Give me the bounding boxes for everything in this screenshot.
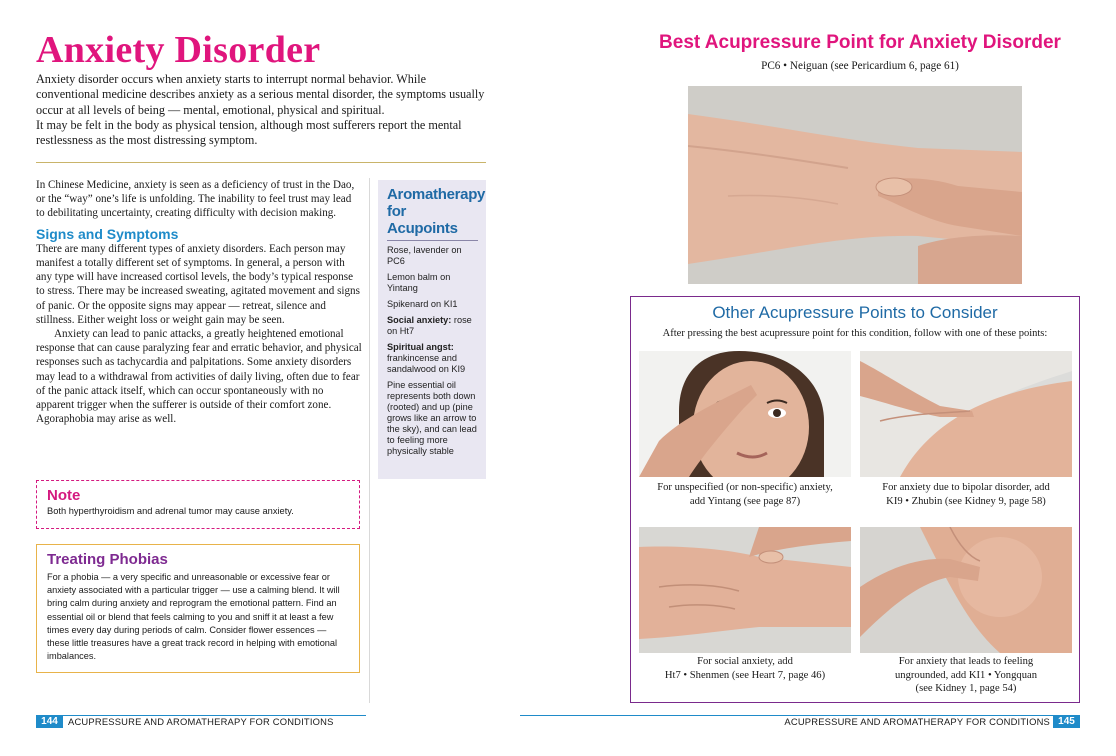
aromatherapy-item: Spikenard on KI1 xyxy=(387,299,458,309)
other-points-subheading: After pressing the best acupressure point for this condition, follow with one of these points: xyxy=(662,328,1048,339)
wrist-photo xyxy=(688,86,1022,284)
main-column xyxy=(36,178,362,426)
aromatherapy-item: Rose, lavender on PC6 xyxy=(387,245,462,266)
point-caption: For anxiety due to bipolar disorder, add KI9 • Zhubin (see Kidney 9, page 58) xyxy=(882,482,1050,507)
point-caption: For social anxiety, add Ht7 • Shenmen (see Heart 7, page 46) xyxy=(664,656,826,681)
foot-illustration xyxy=(860,527,1072,653)
note-box xyxy=(36,480,360,529)
palm-illustration xyxy=(639,527,851,653)
face-illustration xyxy=(639,351,851,477)
aromatherapy-heading-line: Aromatherapy xyxy=(387,186,486,203)
body-paragraph: Anxiety can lead to panic attacks, a greatly heightened emotional response that can cause paralyzing fear and erratic behavior, and physical responses such as tachycardia and palpitations. Some anxiety disorders may lead to a withdrawal from activities of daily living, often due to fear of the panic attack itself, which can occur spontaneously with no apparent trigger when the sufferer is outside of their comfort zone. Agoraphobia may arise as well. xyxy=(36,328,362,426)
phobias-box xyxy=(36,544,360,673)
aromatherapy-divider xyxy=(387,240,478,241)
aromatherapy-item: Lemon balm on Yintang xyxy=(387,272,451,293)
wrist-illustration xyxy=(688,86,1022,284)
running-head: ACUPRESSURE AND AROMATHERAPY FOR CONDITIONS xyxy=(784,716,1050,727)
best-point-heading: Best Acupressure Point for Anxiety Disorder xyxy=(659,32,1061,53)
section-divider xyxy=(36,162,486,163)
phobias-text: For a phobia — a very specific and unreasonable or excessive fear or anxiety associated with a particular trigger — use a calming blend. It will bring calm during anxiety and reprogram the emotional pattern. Find an essential oil or blend that feels calming to you and sniff it at least a few times every day during periods of calm. Consider flower essences — these little treasures have a great track record in helping with emotional imbalances. xyxy=(47,572,340,662)
signs-heading: Signs and Symptoms xyxy=(36,225,179,242)
aromatherapy-item: Social anxiety: rose on Ht7 xyxy=(387,315,472,336)
aromatherapy-sidebar xyxy=(378,180,486,479)
note-heading: Note xyxy=(47,487,81,504)
aromatherapy-item: Spiritual angst: frankincense and sandalwood on KI9 xyxy=(387,342,466,374)
phobias-heading: Treating Phobias xyxy=(47,551,168,568)
other-points-box xyxy=(630,296,1080,703)
ki1-photo xyxy=(860,527,1072,653)
aromatherapy-heading-line: for Acupoints xyxy=(387,203,458,237)
intro-paragraph: Anxiety disorder occurs when anxiety starts to interrupt normal behavior. While conventional medicine describes anxiety as a serious mental disorder, the symptoms usually occur at all levels of being — mental, emotional, physical and spiritual. xyxy=(36,72,485,117)
yintang-photo xyxy=(639,351,851,477)
other-points-heading: Other Acupressure Points to Consider xyxy=(712,303,998,322)
aromatherapy-item: Pine essential oil represents both down (rooted) and up (pine grows like an arrow to the sky), and can lead to feeling more physically stable xyxy=(387,380,477,456)
ki9-photo xyxy=(860,351,1072,477)
ht7-photo xyxy=(639,527,851,653)
body-paragraph: There are many different types of anxiety disorders. Each person may manifest a totally different set of symptoms. In general, a person with any type will have increased cortisol levels, the body’s typical response to stress. There may be increased sweating, agitated movement and signs of panic. Or the opposite signs may appear — retreat, silence and stillness. Either weight loss or weight gain may be seen. xyxy=(36,242,360,326)
note-text: Both hyperthyroidism and adrenal tumor may cause anxiety. xyxy=(47,506,294,516)
page-number: 144 xyxy=(36,715,63,728)
best-point-subtitle: PC6 • Neiguan (see Pericardium 6, page 61) xyxy=(761,60,959,72)
point-caption: For anxiety that leads to feeling ungrounded, add KI1 • Yongquan (see Kidney 1, page 54) xyxy=(894,656,1037,694)
point-caption: For unspecified (or non-specific) anxiety, add Yintang (see page 87) xyxy=(657,482,833,507)
intro-paragraph: It may be felt in the body as physical tension, although most sufferers report the mental restlessness as the most distressing symptom. xyxy=(36,117,462,148)
page-number: 145 xyxy=(1053,715,1080,728)
column-divider xyxy=(369,178,370,703)
aromatherapy-heading xyxy=(387,186,486,237)
page-title: Anxiety Disorder xyxy=(36,29,321,71)
leg-illustration xyxy=(860,351,1072,477)
running-head: ACUPRESSURE AND AROMATHERAPY FOR CONDITIONS xyxy=(68,716,334,727)
body-paragraph: In Chinese Medicine, anxiety is seen as a deficiency of trust in the Dao, or the “way” one’s life is unfolding. The inability to feel trust may lead to debilitating uncertainty, creating difficulty with decision making. xyxy=(36,179,355,220)
intro-text xyxy=(36,72,486,148)
